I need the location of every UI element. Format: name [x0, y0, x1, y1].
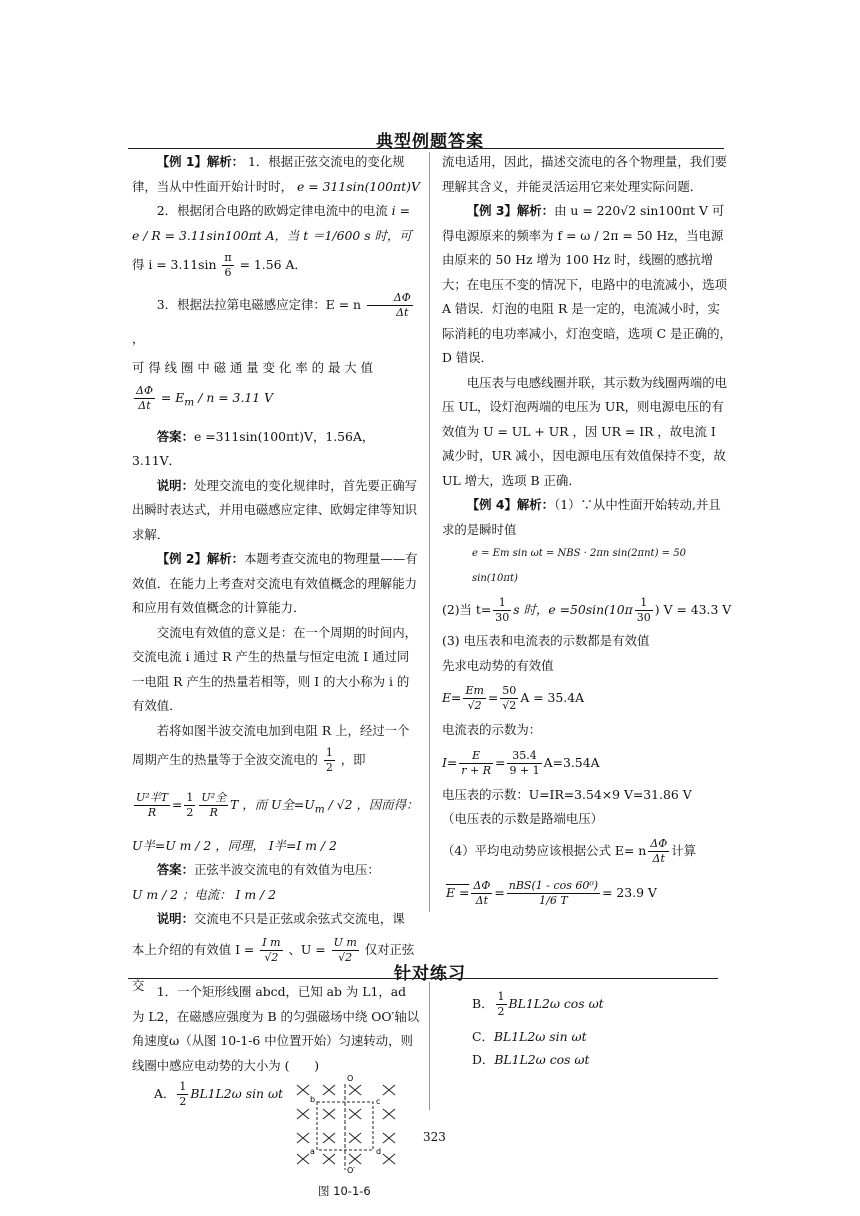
avg-result: = 23.9 V: [602, 884, 657, 900]
ex1-heading: 【例 1】解析：: [156, 154, 245, 169]
ex4-para3: (3) 电压表和电流表的示数都是有效值: [442, 633, 650, 648]
eq1-equals: =: [172, 797, 183, 813]
ex1-para1: [132, 150, 420, 199]
ans2-label: 答案：: [156, 862, 194, 878]
option-c-text: BL1L2ω sin ωt: [493, 1029, 587, 1044]
ans1-line: [132, 425, 420, 474]
ex3-heading: 【例 3】解析：: [466, 203, 555, 218]
note1-text: 处理交流电的变化规律时，首先要正确写出瞬时表达式，并用电磁感应定律、欧姆定律等知识求解．: [132, 477, 417, 542]
ex3-para2: 电压表与电感线圈并联，其示数为线圈两端的电压 UL，设灯泡两端的电压为 UR，则电源电压的有效值为 U = UL + UR ，因 UR = IR ，故电流 I 减少时，UR 减小，因电源电压有效值保持不变，故 UL 增大，选项 B 正确．: [442, 374, 727, 488]
ex4-e-result: ) V = 43.3 V: [654, 602, 732, 617]
ex4-t-eq: (2)当 t=: [442, 602, 492, 617]
ex1-text3b: 可 得 线 圈 中 磁 通 量 变 化 率 的 最 大 值: [132, 360, 373, 375]
ex3-para1: [442, 199, 732, 371]
ex4-para6: [442, 832, 732, 870]
option-a-label: A．: [154, 1086, 176, 1101]
I-result: A=3.54A: [543, 754, 600, 770]
option-b-label: B．: [472, 996, 494, 1011]
ex1-text2: 2．根据闭合电路的欧姆定律电流中的电流: [156, 203, 388, 218]
ex4-E-eq: [442, 678, 732, 718]
fig-label-c: c: [376, 1097, 381, 1106]
ex1-para2: [132, 199, 420, 248]
ex2-para3: [132, 719, 420, 744]
ex4-para5b: （电压表的示数是路端电压）: [442, 811, 604, 826]
ans1-label: 答案：: [156, 428, 194, 444]
eq1-tail: T ，而 U全=U: [230, 797, 315, 813]
option-b-text: BL1L2ω cos ωt: [508, 996, 604, 1011]
note2-text: 交流电不只是正弦或余弦式交流电，课: [193, 911, 405, 927]
ex1-para3b: [132, 356, 420, 381]
note2b-a: 本上介绍的有效值 I =: [132, 941, 255, 957]
ex1-text3: 3．根据法拉第电磁感应定律：E = n: [156, 297, 362, 312]
E-result: A = 35.4A: [520, 690, 585, 705]
ex1-text1: 1．根据正弦交流电的变化规律，当从中性面开始计时时，: [132, 154, 405, 194]
avg-dphi-dt: $\frac{\Delta\Phi}{\Delta t}$: [473, 878, 491, 907]
ex1-eq3-sub: m: [184, 395, 195, 408]
ex4-para5: 电压表的示数：U=IR=3.54×9 V=31.86 V: [442, 786, 692, 802]
fig-label-O: O: [347, 1074, 354, 1083]
I-label: I=: [442, 754, 458, 770]
practice-divider: [429, 982, 430, 1110]
pi-over-6-fraction: $\frac{\pi}{6}$: [224, 251, 232, 279]
eq1-frac1: $\frac{\text{U²半T}}{R}$: [136, 791, 169, 820]
ex1-eq3-tail: / n = 3.11 V: [194, 389, 274, 405]
title-rule: [128, 148, 724, 149]
ans2-line-b: U m / 2 ；电流： I m / 2: [132, 886, 277, 902]
fig-label-a: a: [310, 1147, 315, 1156]
fig-label-O2: O′: [347, 1166, 356, 1174]
ex1-result-b: = 1.56 A．: [239, 257, 307, 272]
ex4-I-eq: [442, 743, 732, 783]
ex2-para2: [132, 621, 420, 719]
fifty-over-root2: $\frac{50}{√2}$: [502, 684, 517, 712]
ex1-para3c: [132, 381, 420, 419]
left-column: [132, 150, 420, 1004]
im-over-root2: $\frac{\text{I m}}{√2}$: [262, 935, 281, 964]
ex2-text3c: ，即: [340, 752, 366, 768]
ex1-eq1: e = 311sin(100πt)V: [297, 178, 420, 194]
ex1-comma: ，: [132, 331, 145, 346]
ex4-para2: [442, 591, 732, 629]
note2b-tail: 仅对正弦交: [132, 941, 415, 993]
ex4-e-eq: s 时，e =50sin(10π: [513, 602, 633, 617]
option-a-half: $\frac{1}{2}$: [179, 1080, 187, 1108]
option-d-label: D．: [472, 1052, 495, 1067]
option-a[interactable]: [154, 1080, 283, 1109]
em-over-root2: $\frac{Em}{√2}$: [465, 684, 484, 712]
option-a-text: BL1L2ω sin ωt: [190, 1086, 284, 1101]
dphi-dt-fraction-2: $\frac{\Delta\Phi}{\Delta t}$: [136, 383, 153, 412]
half-fraction: $\frac{1}{2}$: [325, 746, 333, 775]
right-continuation: 流电适用，因此，描述交流电的各个物理量，我们要理解其含义，并能灵活运用它来处理实际问题．: [442, 154, 727, 194]
question-1: [132, 980, 420, 1078]
um-over-root2: $\frac{\text{U m}}{√2}$: [333, 935, 357, 964]
ex4-text6b: 计算: [671, 842, 696, 858]
ex2-text3a: 若将如图半波交流电加到电阻 R 上，经过一个: [156, 722, 410, 738]
option-d-text: BL1L2ω cos ωt: [494, 1052, 590, 1067]
ex1-result-a: 得 i = 3.11sin: [132, 257, 217, 272]
ex2-para3b: [132, 743, 420, 777]
q1-text: 1．一个矩形线圈 abcd，已知 ab 为 L1，ad 为 L2，在磁感应强度为 B 的匀强磁场中绕 OO′轴以角速度ω（从图 10-1-6 中位置开始）匀速转动，则线圈中感应电动势的大小为 ( ): [132, 984, 420, 1073]
ex3-text1: 由 u = 220√2 sin100πt V 可得电源原来的频率为 f = ω / 2π = 50 Hz，当电源由原来的 50 Hz 增为 100 Hz 时，线圈的感抗增大；在电压不变的情况下，电路中的电流减小，选项 A 错误．灯泡的电阻 R 是一定的，电流减小时，实际消耗的电功率减小，灯泡变暗，选项 C 是正确的，D 错误．: [442, 203, 732, 365]
E-over-rR: $\frac{E}{r + R}$: [461, 748, 492, 777]
ex2-text1: 本题考查交流电的物理量——有效值．在能力上考查对交流电有效值概念的理解能力和应用有效值概念的计算能力．: [132, 551, 418, 616]
fig-label-b: b: [310, 1095, 316, 1104]
avg-E-label: E =: [446, 884, 470, 900]
figure-10-1-6: [288, 1070, 406, 1174]
ex4-eq1: e = Em sin ωt = NBS · 2πn sin(2πnt) = 50 sin(10πt): [472, 548, 686, 584]
dphi-dt-fraction: $\frac{\Delta\Phi}{\Delta t}$: [367, 291, 413, 320]
ex4-text6: （4）平均电动势应该根据公式 E= n: [442, 842, 647, 858]
eq1-frac3: $\frac{\text{U²全}}{R}$: [201, 791, 227, 820]
option-c-label: C．: [472, 1029, 494, 1044]
eq1-sub: m: [314, 803, 325, 816]
section-title: 典型例题答案: [376, 132, 484, 152]
ex4-para1: [442, 493, 732, 542]
ex4-para3b: 先求电动势的有效值: [442, 657, 554, 673]
E-equals: =: [487, 690, 499, 705]
avg-nbs-fraction: $\frac{\text{nBS(1 - cos 60⁰)}}{1/6 T}$: [508, 878, 599, 907]
ans1-text: e =311sin(100πt)V，1.56A，3.11V．: [132, 428, 375, 469]
ans2-text: 正弦半波交流电的有效值为电压：: [193, 862, 380, 878]
ans2-line: [132, 858, 420, 883]
ex2-heading: 【例 2】解析：: [156, 551, 245, 567]
practice-title: 针对练习: [394, 964, 466, 984]
ex4-heading: 【例 4】解析：: [466, 497, 555, 512]
note2-line: [132, 907, 420, 932]
avg-equals: =: [494, 884, 505, 900]
dphi-dt-fraction-3: $\frac{\Delta\Phi}{\Delta t}$: [650, 836, 668, 865]
ex1-para3: [132, 288, 420, 356]
page-number: 323: [423, 1130, 446, 1144]
ex2-para1: [132, 547, 420, 621]
option-b[interactable]: [472, 990, 604, 1019]
right-column: [442, 150, 732, 916]
num-over-ten: $\frac{35.4}{9 + 1}$: [509, 748, 540, 777]
option-d[interactable]: [472, 1050, 589, 1068]
note1-line: [132, 474, 420, 548]
option-c[interactable]: [472, 1027, 587, 1045]
ex4-avg-eq: [442, 870, 732, 916]
practice-rule: [128, 978, 718, 979]
ex2-text2: 交流电有效值的意义是：在一个周期的时间内，交流电流 i 通过 R 产生的热量与恒定电流 I 通过同一电阻 R 产生的热量若相等，则 I 的大小称为 i 的有效值．: [132, 624, 417, 714]
eq1-frac2: $\frac{1}{2}$: [186, 791, 194, 820]
note1-label: 说明：: [156, 477, 194, 493]
ex4-text1: （1）∵从中性面开始转动,并且求的是瞬时值: [442, 497, 721, 537]
E-label: E=: [442, 690, 462, 705]
ex4-para4: 电流表的示数为：: [442, 722, 542, 737]
eq1-tail2: / √2 ，因而得：: [324, 797, 419, 813]
ex2-eq2: U半=U m / 2 ，同理， I半=I m / 2: [132, 837, 337, 853]
one-over-30: $\frac{1}{30}$: [495, 596, 510, 624]
fig-label-d: d: [376, 1147, 382, 1156]
ex2-text3b: 周期产生的热量等于全波交流电的: [132, 752, 318, 768]
note2-label: 说明：: [156, 911, 194, 927]
one-over-30-b: $\frac{1}{30}$: [636, 596, 651, 624]
ex1-eq2: i = e / R = 3.11sin100πt A，当 t ＝1/600 s 时，可: [132, 203, 412, 243]
I-equals: =: [495, 754, 506, 770]
column-divider: [429, 152, 430, 912]
ex2-eq1: [132, 787, 420, 827]
option-b-half: $\frac{1}{2}$: [497, 990, 505, 1018]
figure-caption: 图 10-1-6: [318, 1184, 371, 1198]
note2b-sep: 、U =: [288, 941, 326, 957]
ex1-para2-result: [132, 248, 420, 282]
ex1-eq3: = E: [160, 389, 185, 405]
